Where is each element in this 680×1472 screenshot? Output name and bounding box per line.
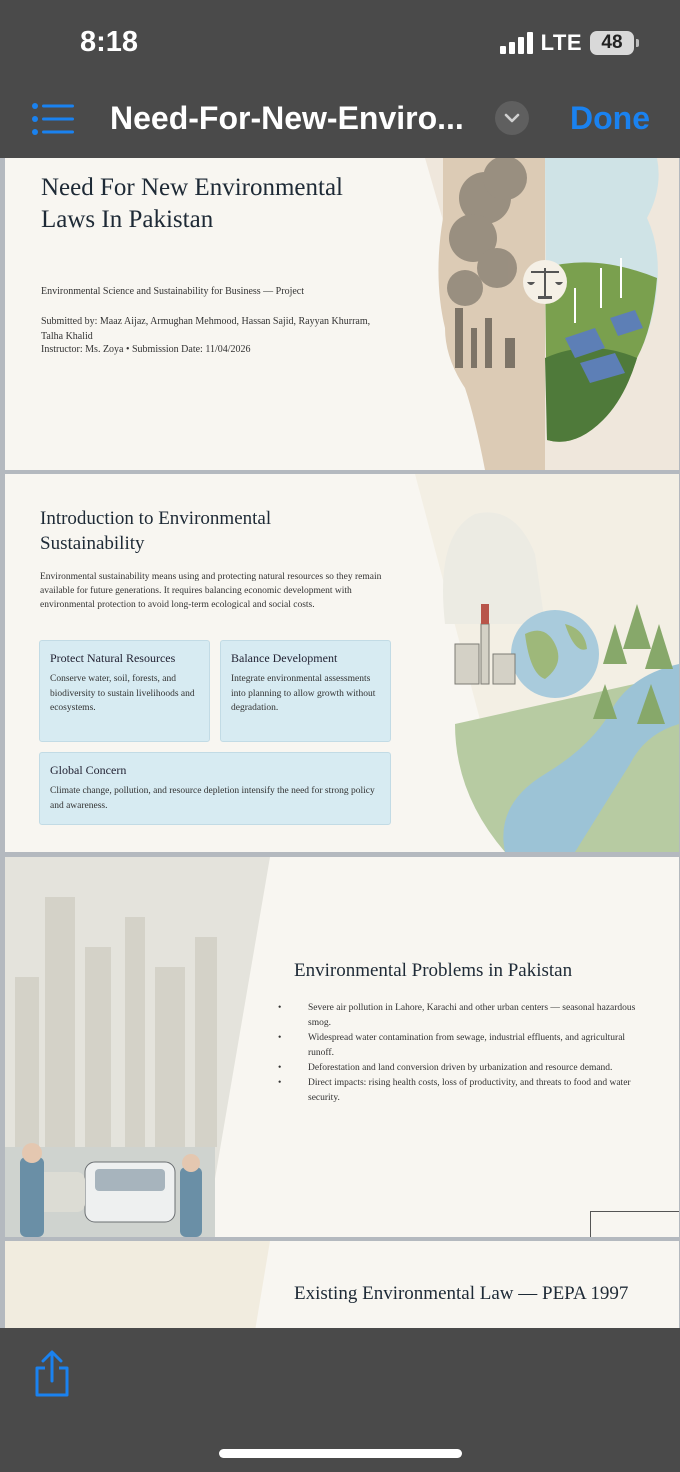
network-type: LTE	[540, 30, 582, 55]
pakistan-map-illustration	[425, 158, 679, 470]
document-viewer[interactable]	[0, 158, 680, 1328]
earth-river-illustration	[415, 474, 679, 852]
bullet-item: • Severe air pollution in Lahore, Karachi and other urban centers — seasonal hazardous smog.	[278, 1001, 648, 1031]
slide-1-title: Need For New Environmental Laws In Pakistan	[41, 174, 344, 233]
slide-3	[5, 857, 679, 1237]
scales-icon	[523, 260, 567, 304]
card-heading: Protect Natural Resources	[50, 651, 176, 665]
document-title[interactable]: Need-For-New-Enviro...	[110, 100, 464, 136]
slide-1-subtitle: Environmental Science and Sustainability for Business — Project	[41, 286, 305, 297]
home-indicator[interactable]	[219, 1449, 462, 1458]
status-time: 8:18	[80, 26, 139, 58]
done-button[interactable]: Done	[570, 100, 650, 136]
battery-icon	[590, 31, 634, 55]
slide-2	[5, 474, 679, 852]
slide-3-title: Environmental Problems in Pakistan	[294, 960, 573, 981]
slide-4-illustration	[5, 1241, 270, 1328]
slide-3-bullets	[278, 1001, 648, 1106]
card-heading: Global Concern	[50, 763, 127, 777]
slide-1-submitted-by: Submitted by: Maaz Aijaz, Armughan Mehmood, Hassan Sajid, Rayyan Khurram, Talha Khalid	[41, 316, 371, 342]
slide-2-body: Environmental sustainability means using and protecting natural resources so they remain available for future generations. It requires balancing economic development with environmental protection to avoid long-term ecological and social costs.	[40, 572, 382, 610]
decorative-frame	[590, 1211, 679, 1237]
card-text: Conserve water, soil, forests, and biodiversity to sustain livelihoods and ecosystems.	[50, 674, 195, 713]
title-menu-button[interactable]	[495, 101, 529, 135]
chevron-down-icon	[504, 113, 520, 123]
card-global-concern	[39, 752, 391, 825]
list-icon[interactable]	[32, 102, 76, 136]
share-icon	[32, 1350, 72, 1398]
card-protect-natural-resources	[39, 640, 210, 742]
slide-1-instructor: Instructor: Ms. Zoya • Submission Date: 11/04/2026	[41, 344, 251, 355]
card-text: Integrate environmental assessments into planning to allow growth without degradation.	[231, 674, 376, 713]
bullet-item: • Direct impacts: rising health costs, loss of productivity, and threats to food and water security.	[278, 1076, 648, 1106]
status-indicators	[500, 30, 634, 56]
bullet-item: • Widespread water contamination from sewage, industrial effluents, and agricultural runoff.	[278, 1031, 648, 1061]
battery-level: 48	[601, 32, 623, 53]
bottom-toolbar	[0, 1328, 680, 1472]
card-heading: Balance Development	[231, 651, 338, 665]
slide-2-title: Introduction to Environmental Sustainability	[40, 508, 272, 554]
bullet-item: • Deforestation and land conversion driven by urbanization and resource demand.	[278, 1061, 648, 1076]
smog-city-illustration	[5, 857, 270, 1237]
slide-4	[5, 1241, 679, 1328]
signal-icon	[500, 32, 533, 54]
card-balance-development	[220, 640, 391, 742]
share-button[interactable]	[32, 1350, 72, 1398]
slide-1	[5, 158, 679, 470]
slide-4-title: Existing Environmental Law — PEPA 1997	[294, 1283, 629, 1304]
top-bar	[0, 0, 680, 158]
card-text: Climate change, pollution, and resource depletion intensify the need for strong policy and awareness.	[50, 786, 375, 811]
